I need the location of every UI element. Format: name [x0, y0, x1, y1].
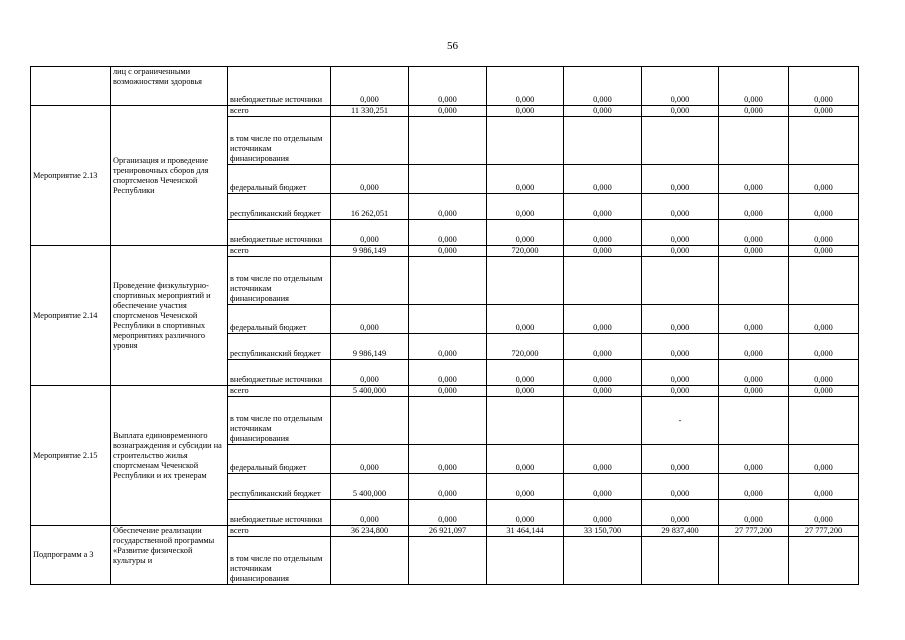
dash-cell: - [642, 397, 719, 445]
source-label: внебюджетные источники [228, 500, 331, 526]
value-cell: 0,000 [409, 360, 487, 386]
value-cell: 0,000 [719, 106, 789, 117]
value-cell: 16 262,051 [331, 194, 409, 220]
empty-cell [564, 397, 642, 445]
value-cell: 0,000 [719, 334, 789, 360]
source-label: всего [228, 526, 331, 537]
source-label: всего [228, 386, 331, 397]
value-cell: 9 986,149 [331, 246, 409, 257]
empty-cell [487, 257, 564, 305]
value-cell: 33 150,700 [564, 526, 642, 537]
value-cell: 0,000 [487, 445, 564, 474]
value-cell: 0,000 [487, 386, 564, 397]
value-cell: 0,000 [564, 67, 642, 106]
subprogram-description: Обеспечение реализации государственной программы «Развитие физической культуры и [111, 526, 228, 585]
table-row [31, 246, 859, 257]
value-cell: 0,000 [564, 194, 642, 220]
table-row [31, 526, 859, 537]
source-label: республиканский бюджет [228, 474, 331, 500]
value-cell: 0,000 [564, 386, 642, 397]
value-cell: 9 986,149 [331, 334, 409, 360]
empty-cell [564, 537, 642, 585]
empty-cell [789, 537, 859, 585]
value-cell: 0,000 [789, 334, 859, 360]
value-cell: 0,000 [719, 67, 789, 106]
table-row [31, 106, 859, 117]
value-cell: 0,000 [789, 220, 859, 246]
value-cell: 0,000 [789, 360, 859, 386]
value-cell: 0,000 [409, 500, 487, 526]
source-label: всего [228, 246, 331, 257]
value-cell: 0,000 [789, 500, 859, 526]
value-cell: 0,000 [789, 386, 859, 397]
measure-description: Выплата единовременного вознаграждения и субсидии на строительство жилья спортсменам Чеченской Республики и их тренерам [111, 386, 228, 526]
value-cell: 0,000 [331, 445, 409, 474]
value-cell: 0,000 [642, 474, 719, 500]
value-cell: 0,000 [789, 194, 859, 220]
value-cell: 0,000 [564, 165, 642, 194]
source-label: в том числе по отдельным источникам финансирования [228, 537, 331, 585]
value-cell: 0,000 [719, 445, 789, 474]
value-cell: 0,000 [789, 474, 859, 500]
value-cell: 0,000 [564, 360, 642, 386]
empty-cell [487, 397, 564, 445]
empty-cell [642, 537, 719, 585]
value-cell: 0,000 [642, 220, 719, 246]
source-label: в том числе по отдельным источникам финансирования [228, 117, 331, 165]
value-cell: 0,000 [487, 305, 564, 334]
subprogram-name: Подпрограмм а 3 [31, 526, 111, 585]
empty-cell [331, 537, 409, 585]
value-cell: 0,000 [642, 500, 719, 526]
source-label: федеральный бюджет [228, 445, 331, 474]
value-cell: 720,000 [487, 334, 564, 360]
value-cell: 0,000 [487, 360, 564, 386]
empty-cell [642, 117, 719, 165]
value-cell: 0,000 [564, 305, 642, 334]
empty-cell [409, 397, 487, 445]
empty-cell [331, 397, 409, 445]
table-row [31, 386, 859, 397]
value-cell: 0,000 [331, 220, 409, 246]
empty-cell [789, 257, 859, 305]
value-cell: 0,000 [331, 305, 409, 334]
empty-cell [564, 117, 642, 165]
value-cell: 0,000 [719, 194, 789, 220]
value-cell: 11 330,251 [331, 106, 409, 117]
value-cell: 31 464,144 [487, 526, 564, 537]
value-cell: 0,000 [789, 445, 859, 474]
value-cell: 0,000 [564, 220, 642, 246]
value-cell: 0,000 [331, 67, 409, 106]
value-cell: 0,000 [719, 386, 789, 397]
measure-name: Мероприятие 2.13 [31, 106, 111, 246]
value-cell: 0,000 [642, 165, 719, 194]
source-label: федеральный бюджет [228, 165, 331, 194]
value-cell: 0,000 [789, 305, 859, 334]
value-cell: 0,000 [564, 106, 642, 117]
value-cell: 0,000 [564, 445, 642, 474]
value-cell: 0,000 [564, 246, 642, 257]
value-cell: 0,000 [564, 500, 642, 526]
value-cell: 0,000 [487, 194, 564, 220]
value-cell: 29 837,400 [642, 526, 719, 537]
measure-name: Мероприятие 2.14 [31, 246, 111, 386]
source-label: внебюджетные источники [228, 360, 331, 386]
value-cell: 0,000 [487, 67, 564, 106]
empty-cell [719, 537, 789, 585]
empty-cell [409, 117, 487, 165]
value-cell: 0,000 [487, 474, 564, 500]
value-cell: 0,000 [789, 67, 859, 106]
empty-cell [409, 537, 487, 585]
value-cell: 0,000 [564, 474, 642, 500]
measure-name: Мероприятие 2.15 [31, 386, 111, 526]
value-cell: 0,000 [789, 165, 859, 194]
empty-cell [331, 117, 409, 165]
value-cell: 0,000 [409, 246, 487, 257]
value-cell [409, 165, 487, 194]
empty-cell [487, 537, 564, 585]
value-cell: 0,000 [719, 474, 789, 500]
value-cell: 0,000 [409, 386, 487, 397]
empty-cell [789, 397, 859, 445]
source-label: республиканский бюджет [228, 334, 331, 360]
empty-cell [487, 117, 564, 165]
value-cell: 0,000 [642, 194, 719, 220]
value-cell: 0,000 [642, 67, 719, 106]
value-cell: 0,000 [487, 106, 564, 117]
source-label: всего [228, 106, 331, 117]
source-label: федеральный бюджет [228, 305, 331, 334]
value-cell: 36 234,800 [331, 526, 409, 537]
value-cell: 0,000 [719, 246, 789, 257]
table-body [31, 67, 859, 585]
measure-description: лиц с ограниченными возможностями здоровья [111, 67, 228, 106]
value-cell: 0,000 [642, 106, 719, 117]
source-label: в том числе по отдельным источникам финансирования [228, 397, 331, 445]
value-cell: 0,000 [642, 246, 719, 257]
value-cell: 5 400,000 [331, 474, 409, 500]
value-cell: 0,000 [409, 67, 487, 106]
source-label: в том числе по отдельным источникам финансирования [228, 257, 331, 305]
value-cell: 0,000 [789, 106, 859, 117]
value-cell: 0,000 [331, 500, 409, 526]
empty-cell [719, 397, 789, 445]
empty-cell [642, 257, 719, 305]
empty-cell [719, 117, 789, 165]
value-cell: 720,000 [487, 246, 564, 257]
value-cell: 0,000 [331, 360, 409, 386]
empty-cell [719, 257, 789, 305]
value-cell [409, 305, 487, 334]
empty-cell [409, 257, 487, 305]
value-cell: 27 777,200 [719, 526, 789, 537]
value-cell: 0,000 [409, 220, 487, 246]
value-cell: 0,000 [719, 305, 789, 334]
value-cell: 0,000 [642, 305, 719, 334]
value-cell: 5 400,000 [331, 386, 409, 397]
value-cell: 0,000 [642, 334, 719, 360]
measure-description: Проведение физкультурно-спортивных мероприятий и обеспечение участия спортсменов Чеченской Республики в спортивных мероприятиях различного уровня [111, 246, 228, 386]
value-cell: 26 921,097 [409, 526, 487, 537]
source-label: внебюджетные источники [228, 67, 331, 106]
value-cell: 0,000 [642, 386, 719, 397]
value-cell: 27 777,200 [789, 526, 859, 537]
source-label: внебюджетные источники [228, 220, 331, 246]
value-cell: 0,000 [409, 474, 487, 500]
value-cell: 0,000 [331, 165, 409, 194]
value-cell: 0,000 [487, 165, 564, 194]
value-cell: 0,000 [409, 334, 487, 360]
value-cell: 0,000 [642, 360, 719, 386]
value-cell: 0,000 [719, 360, 789, 386]
value-cell: 0,000 [564, 334, 642, 360]
table-row [31, 67, 859, 106]
value-cell: 0,000 [642, 445, 719, 474]
measure-cell [31, 67, 111, 106]
value-cell: 0,000 [719, 220, 789, 246]
value-cell: 0,000 [487, 220, 564, 246]
empty-cell [789, 117, 859, 165]
measure-description: Организация и проведение тренировочных сборов для спортсменов Чеченской Республики [111, 106, 228, 246]
source-label: республиканский бюджет [228, 194, 331, 220]
page-number: 56 [447, 40, 458, 52]
empty-cell [564, 257, 642, 305]
value-cell: 0,000 [487, 500, 564, 526]
value-cell: 0,000 [719, 165, 789, 194]
empty-cell [331, 257, 409, 305]
value-cell: 0,000 [409, 106, 487, 117]
value-cell: 0,000 [409, 194, 487, 220]
budget-table [30, 66, 859, 585]
value-cell: 0,000 [719, 500, 789, 526]
value-cell: 0,000 [409, 445, 487, 474]
value-cell: 0,000 [789, 246, 859, 257]
